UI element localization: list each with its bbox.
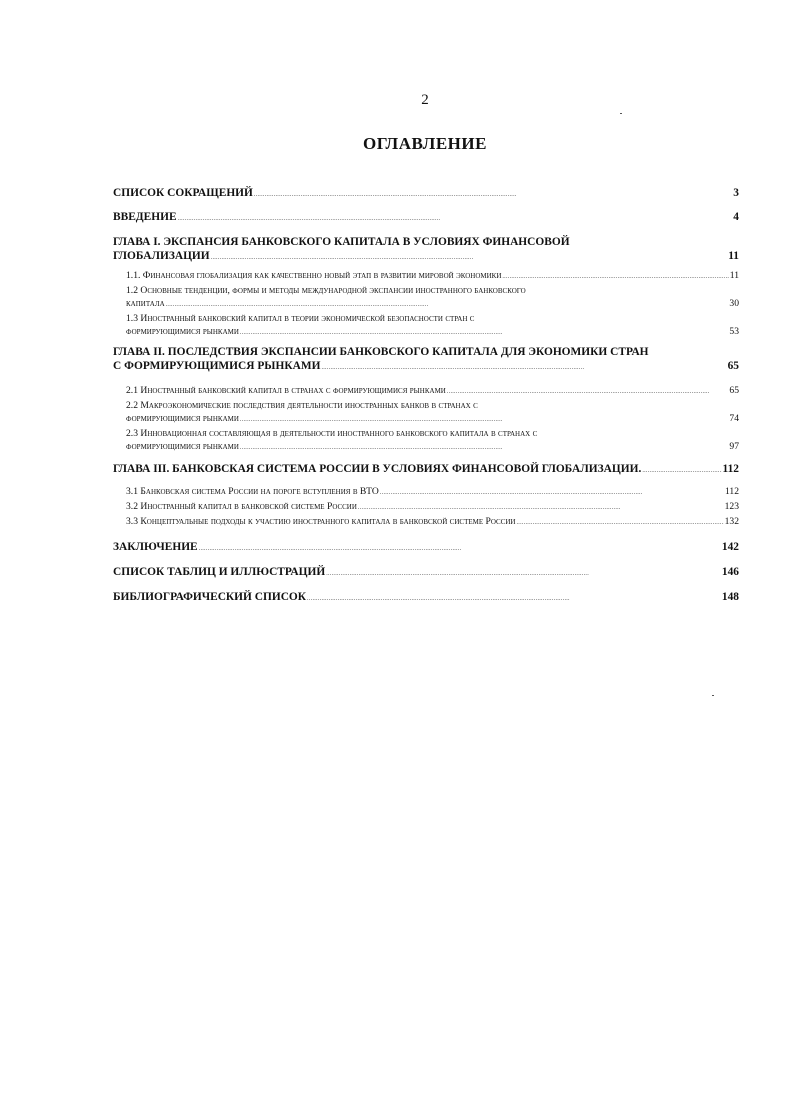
entry-text: ЗАКЛЮЧЕНИЕ xyxy=(113,541,198,553)
leader-dots xyxy=(166,297,729,312)
entry-text: БИБЛИОГРАФИЧЕСКИЙ СПИСОК xyxy=(113,591,307,603)
entry-page: 112 xyxy=(724,486,739,497)
table-of-contents xyxy=(113,186,739,606)
entry-text: 1.2 Основные тенденции, формы и методы международной экспансии иностранного банковского xyxy=(126,285,526,296)
entry-text: капитала xyxy=(126,298,165,309)
toc-entry-chapter-3[interactable] xyxy=(113,462,739,478)
leader-dots xyxy=(211,249,728,265)
toc-entry-section-2-1[interactable] xyxy=(113,384,739,399)
entry-text: 3.2 Иностранный капитал в банковской системе России xyxy=(126,501,357,512)
entry-page: 123 xyxy=(724,501,739,512)
toc-entry-section-2-2[interactable] xyxy=(113,399,739,427)
toc-entry-section-3-3[interactable] xyxy=(113,515,739,530)
entry-text: 2.2 Макроэкономические последствия деятельности иностранных банков в странах с xyxy=(126,400,478,411)
entry-text: 2.3 Инновационная составляющая в деятельности иностранного банковского капитала в странах с xyxy=(126,428,538,439)
entry-text: С ФОРМИРУЮЩИМИСЯ РЫНКАМИ xyxy=(113,360,321,372)
toc-entry-section-1-3[interactable] xyxy=(113,312,739,340)
page-number: 2 xyxy=(421,92,429,108)
entry-page: 112 xyxy=(722,463,739,475)
entry-text: формирующимися рынками xyxy=(126,326,239,337)
toc-entry-section-3-1[interactable] xyxy=(113,485,739,500)
leader-dots xyxy=(199,540,721,556)
entry-text: ГЛАВА I. ЭКСПАНСИЯ БАНКОВСКОГО КАПИТАЛА В УСЛОВИЯХ ФИНАНСОВОЙ xyxy=(113,236,570,248)
toc-entry-introduction[interactable] xyxy=(113,210,739,226)
entry-text: ГЛОБАЛИЗАЦИИ xyxy=(113,250,210,262)
entry-page: 97 xyxy=(729,441,739,452)
leader-dots xyxy=(502,269,728,284)
toc-entry-bibliography[interactable] xyxy=(113,590,739,606)
leader-dots xyxy=(380,485,724,500)
leader-dots xyxy=(326,565,721,581)
entry-text: 3.3 Концептуальные подходы к участию иностранного капитала в банковской системе России xyxy=(126,516,516,527)
entry-page: 30 xyxy=(729,298,739,309)
leader-dots xyxy=(321,359,726,375)
entry-page: 11 xyxy=(729,270,739,281)
toc-entry-tables[interactable] xyxy=(113,565,739,581)
toc-entry-section-3-2[interactable] xyxy=(113,500,739,515)
entry-page: 146 xyxy=(721,566,739,578)
entry-text: СПИСОК СОКРАЩЕНИЙ xyxy=(113,187,253,199)
entry-text: 1.3 Иностранный банковский капитал в теории экономической безопасности стран с xyxy=(126,313,475,324)
entry-text: 3.1 Банковская система России на пороге вступления в ВТО xyxy=(126,486,379,497)
leader-dots xyxy=(240,440,729,455)
entry-text: 2.1 Иностранный банковский капитал в странах с формирующимися рынками xyxy=(126,385,446,396)
entry-page: 142 xyxy=(721,541,739,553)
leader-dots xyxy=(240,412,729,427)
leader-dots xyxy=(307,590,721,606)
entry-text: ГЛАВА III. БАНКОВСКАЯ СИСТЕМА РОССИИ В УСЛОВИЯХ ФИНАНСОВОЙ ГЛОБАЛИЗАЦИИ. xyxy=(113,463,642,475)
entry-page: 53 xyxy=(729,326,739,337)
leader-dots xyxy=(240,325,729,340)
leader-dots xyxy=(642,462,721,478)
toc-entry-abbreviations[interactable] xyxy=(113,186,739,202)
toc-entry-section-1-1[interactable] xyxy=(113,269,739,284)
entry-page: 3 xyxy=(733,187,739,199)
entry-text: СПИСОК ТАБЛИЦ И ИЛЛЮСТРАЦИЙ xyxy=(113,566,326,578)
entry-text: формирующимися рынками xyxy=(126,441,239,452)
entry-page: 74 xyxy=(729,413,739,424)
leader-dots xyxy=(447,384,729,399)
toc-entry-chapter-2[interactable] xyxy=(113,345,739,375)
entry-text: формирующимися рынками xyxy=(126,413,239,424)
toc-title: ОГЛАВЛЕНИЕ xyxy=(363,134,487,153)
scan-speck xyxy=(712,695,714,696)
entry-page: 132 xyxy=(724,516,739,527)
toc-entry-chapter-1[interactable] xyxy=(113,235,739,265)
entry-page: 65 xyxy=(729,385,739,396)
leader-dots xyxy=(516,515,723,530)
toc-entry-section-1-2[interactable] xyxy=(113,284,739,312)
entry-page: 148 xyxy=(721,591,739,603)
leader-dots xyxy=(178,210,733,226)
entry-page: 4 xyxy=(733,211,739,223)
toc-entry-section-2-3[interactable] xyxy=(113,427,739,455)
toc-entry-conclusion[interactable] xyxy=(113,540,739,556)
entry-page: 11 xyxy=(728,250,739,262)
leader-dots xyxy=(358,500,724,515)
entry-text: 1.1. Финансовая глобализация как качественно новый этап в развитии мировой экономики xyxy=(126,270,502,281)
entry-page: 65 xyxy=(727,360,739,372)
leader-dots xyxy=(254,186,732,202)
entry-text: ГЛАВА II. ПОСЛЕДСТВИЯ ЭКСПАНСИИ БАНКОВСКОГО КАПИТАЛА ДЛЯ ЭКОНОМИКИ СТРАН xyxy=(113,346,649,358)
entry-text: ВВЕДЕНИЕ xyxy=(113,211,177,223)
scan-speck xyxy=(620,113,622,114)
